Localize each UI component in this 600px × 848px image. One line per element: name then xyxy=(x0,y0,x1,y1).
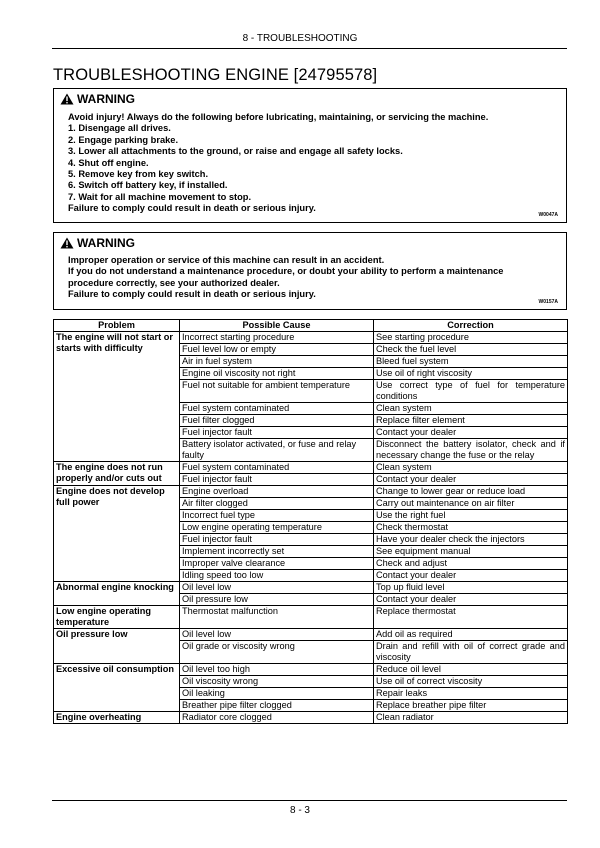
cause-cell: Fuel system contaminated xyxy=(180,462,374,474)
warning-code: W0157A xyxy=(538,299,558,305)
cause-cell: Incorrect fuel type xyxy=(180,510,374,522)
correction-cell: Check the fuel level xyxy=(374,344,568,356)
correction-cell: Add oil as required xyxy=(374,629,568,641)
page-number: 8 - 3 xyxy=(289,805,310,816)
table-body xyxy=(54,332,568,724)
cause-cell: Fuel filter clogged xyxy=(180,415,374,427)
cause-cell: Incorrect starting procedure xyxy=(180,332,374,344)
problem-cell: Low engine operating temperature xyxy=(54,606,180,629)
correction-cell: Use oil of right viscosity xyxy=(374,368,568,380)
cause-cell: Thermostat malfunction xyxy=(180,606,374,629)
warning-box-safety xyxy=(53,88,567,223)
correction-cell: Drain and refill with oil of correct grade and viscosity xyxy=(374,641,568,664)
correction-cell: Contact your dealer xyxy=(374,594,568,606)
correction-cell: Bleed fuel system xyxy=(374,356,568,368)
cause-cell: Breather pipe filter clogged xyxy=(180,700,374,712)
correction-cell: Carry out maintenance on air filter xyxy=(374,498,568,510)
column-header-problem: Problem xyxy=(54,320,180,332)
cause-cell: Engine overload xyxy=(180,486,374,498)
cause-cell: Oil grade or viscosity wrong xyxy=(180,641,374,664)
warning-box-operation xyxy=(53,232,567,310)
warning-code: W0047A xyxy=(538,212,558,218)
cause-cell: Fuel injector fault xyxy=(180,474,374,486)
problem-cell: Oil pressure low xyxy=(54,629,180,664)
warning-line: 7. Wait for all machine movement to stop. xyxy=(68,191,252,202)
correction-cell: Change to lower gear or reduce load xyxy=(374,486,568,498)
correction-cell: Replace thermostat xyxy=(374,606,568,629)
warning-triangle-icon xyxy=(60,237,74,249)
warning-line: If you do not understand a maintenance procedure, or doubt your ability to perform a maintenance xyxy=(68,266,504,277)
cause-cell: Oil leaking xyxy=(180,688,374,700)
table-row xyxy=(54,486,568,498)
cause-cell: Air in fuel system xyxy=(180,356,374,368)
warning-triangle-icon xyxy=(60,93,74,105)
correction-cell: See starting procedure xyxy=(374,332,568,344)
warning-text xyxy=(68,255,552,301)
correction-cell: Contact your dealer xyxy=(374,570,568,582)
table-row xyxy=(54,462,568,474)
column-header-correction: Correction xyxy=(374,320,568,332)
footer-rule xyxy=(52,800,567,801)
cause-cell: Improper valve clearance xyxy=(180,558,374,570)
correction-cell: Replace breather pipe filter xyxy=(374,700,568,712)
correction-cell: Check thermostat xyxy=(374,522,568,534)
table-row xyxy=(54,332,568,344)
cause-cell: Radiator core clogged xyxy=(180,712,374,724)
table-row xyxy=(54,629,568,641)
correction-cell: Clean system xyxy=(374,403,568,415)
cause-cell: Oil level low xyxy=(180,582,374,594)
warning-line: 4. Shut off engine. xyxy=(68,157,149,168)
table-row xyxy=(54,664,568,676)
problem-cell: The engine does not run properly and/or cuts out xyxy=(54,462,180,486)
cause-cell: Air filter clogged xyxy=(180,498,374,510)
problem-cell: Engine overheating xyxy=(54,712,180,724)
page-title: TROUBLESHOOTING ENGINE [24795578] xyxy=(53,66,378,84)
correction-cell: Contact your dealer xyxy=(374,427,568,439)
warning-header xyxy=(60,92,135,106)
cause-cell: Fuel injector fault xyxy=(180,427,374,439)
header-rule xyxy=(52,48,567,49)
warning-text xyxy=(68,112,552,215)
correction-cell: Top up fluid level xyxy=(374,582,568,594)
table-row xyxy=(54,606,568,629)
cause-cell: Battery isolator activated, or fuse and relay faulty xyxy=(180,439,374,462)
correction-cell: Clean system xyxy=(374,462,568,474)
cause-cell: Oil pressure low xyxy=(180,594,374,606)
cause-cell: Idling speed too low xyxy=(180,570,374,582)
correction-cell: Reduce oil level xyxy=(374,664,568,676)
table-row xyxy=(54,712,568,724)
correction-cell: Check and adjust xyxy=(374,558,568,570)
warning-line: Failure to comply could result in death or serious injury. xyxy=(68,203,316,214)
correction-cell: Disconnect the battery isolator, check and if necessary change the fuse or the relay xyxy=(374,439,568,462)
warning-line: 5. Remove key from key switch. xyxy=(68,169,209,180)
warning-line: Improper operation or service of this machine can result in an accident. xyxy=(68,255,385,265)
problem-cell: Abnormal engine knocking xyxy=(54,582,180,606)
correction-cell: Replace filter element xyxy=(374,415,568,427)
cause-cell: Engine oil viscosity not right xyxy=(180,368,374,380)
section-header: 8 - TROUBLESHOOTING xyxy=(242,33,358,44)
correction-cell: Have your dealer check the injectors xyxy=(374,534,568,546)
warning-line: 1. Disengage all drives. xyxy=(68,123,171,134)
cause-cell: Fuel not suitable for ambient temperature xyxy=(180,380,374,403)
cause-cell: Implement incorrectly set xyxy=(180,546,374,558)
warning-line: 6. Switch off battery key, if installed. xyxy=(68,180,228,191)
warning-line: Avoid injury! Always do the following before lubricating, maintaining, or servicing the machine. xyxy=(68,112,489,122)
problem-cell: The engine will not start or starts with difficulty xyxy=(54,332,180,462)
cause-cell: Fuel injector fault xyxy=(180,534,374,546)
correction-cell: See equipment manual xyxy=(374,546,568,558)
correction-cell: Clean radiator xyxy=(374,712,568,724)
warning-line: procedure correctly, see your authorized dealer. xyxy=(68,277,280,288)
cause-cell: Low engine operating temperature xyxy=(180,522,374,534)
troubleshooting-table xyxy=(53,319,568,724)
table-header-row xyxy=(54,320,568,332)
correction-cell: Use the right fuel xyxy=(374,510,568,522)
correction-cell: Contact your dealer xyxy=(374,474,568,486)
cause-cell: Fuel level low or empty xyxy=(180,344,374,356)
cause-cell: Oil level low xyxy=(180,629,374,641)
warning-line: 2. Engage parking brake. xyxy=(68,134,179,145)
correction-cell: Repair leaks xyxy=(374,688,568,700)
cause-cell: Fuel system contaminated xyxy=(180,403,374,415)
problem-cell: Excessive oil consumption xyxy=(54,664,180,712)
warning-label: WARNING xyxy=(77,92,135,106)
warning-header xyxy=(60,236,135,250)
warning-line: 3. Lower all attachments to the ground, or raise and engage all safety locks. xyxy=(68,146,403,157)
problem-cell: Engine does not develop full power xyxy=(54,486,180,582)
cause-cell: Oil level too high xyxy=(180,664,374,676)
column-header-cause: Possible Cause xyxy=(180,320,374,332)
cause-cell: Oil viscosity wrong xyxy=(180,676,374,688)
table-row xyxy=(54,582,568,594)
correction-cell: Use correct type of fuel for temperature conditions xyxy=(374,380,568,403)
warning-label: WARNING xyxy=(77,236,135,250)
warning-line: Failure to comply could result in death or serious injury. xyxy=(68,289,316,300)
correction-cell: Use oil of correct viscosity xyxy=(374,676,568,688)
